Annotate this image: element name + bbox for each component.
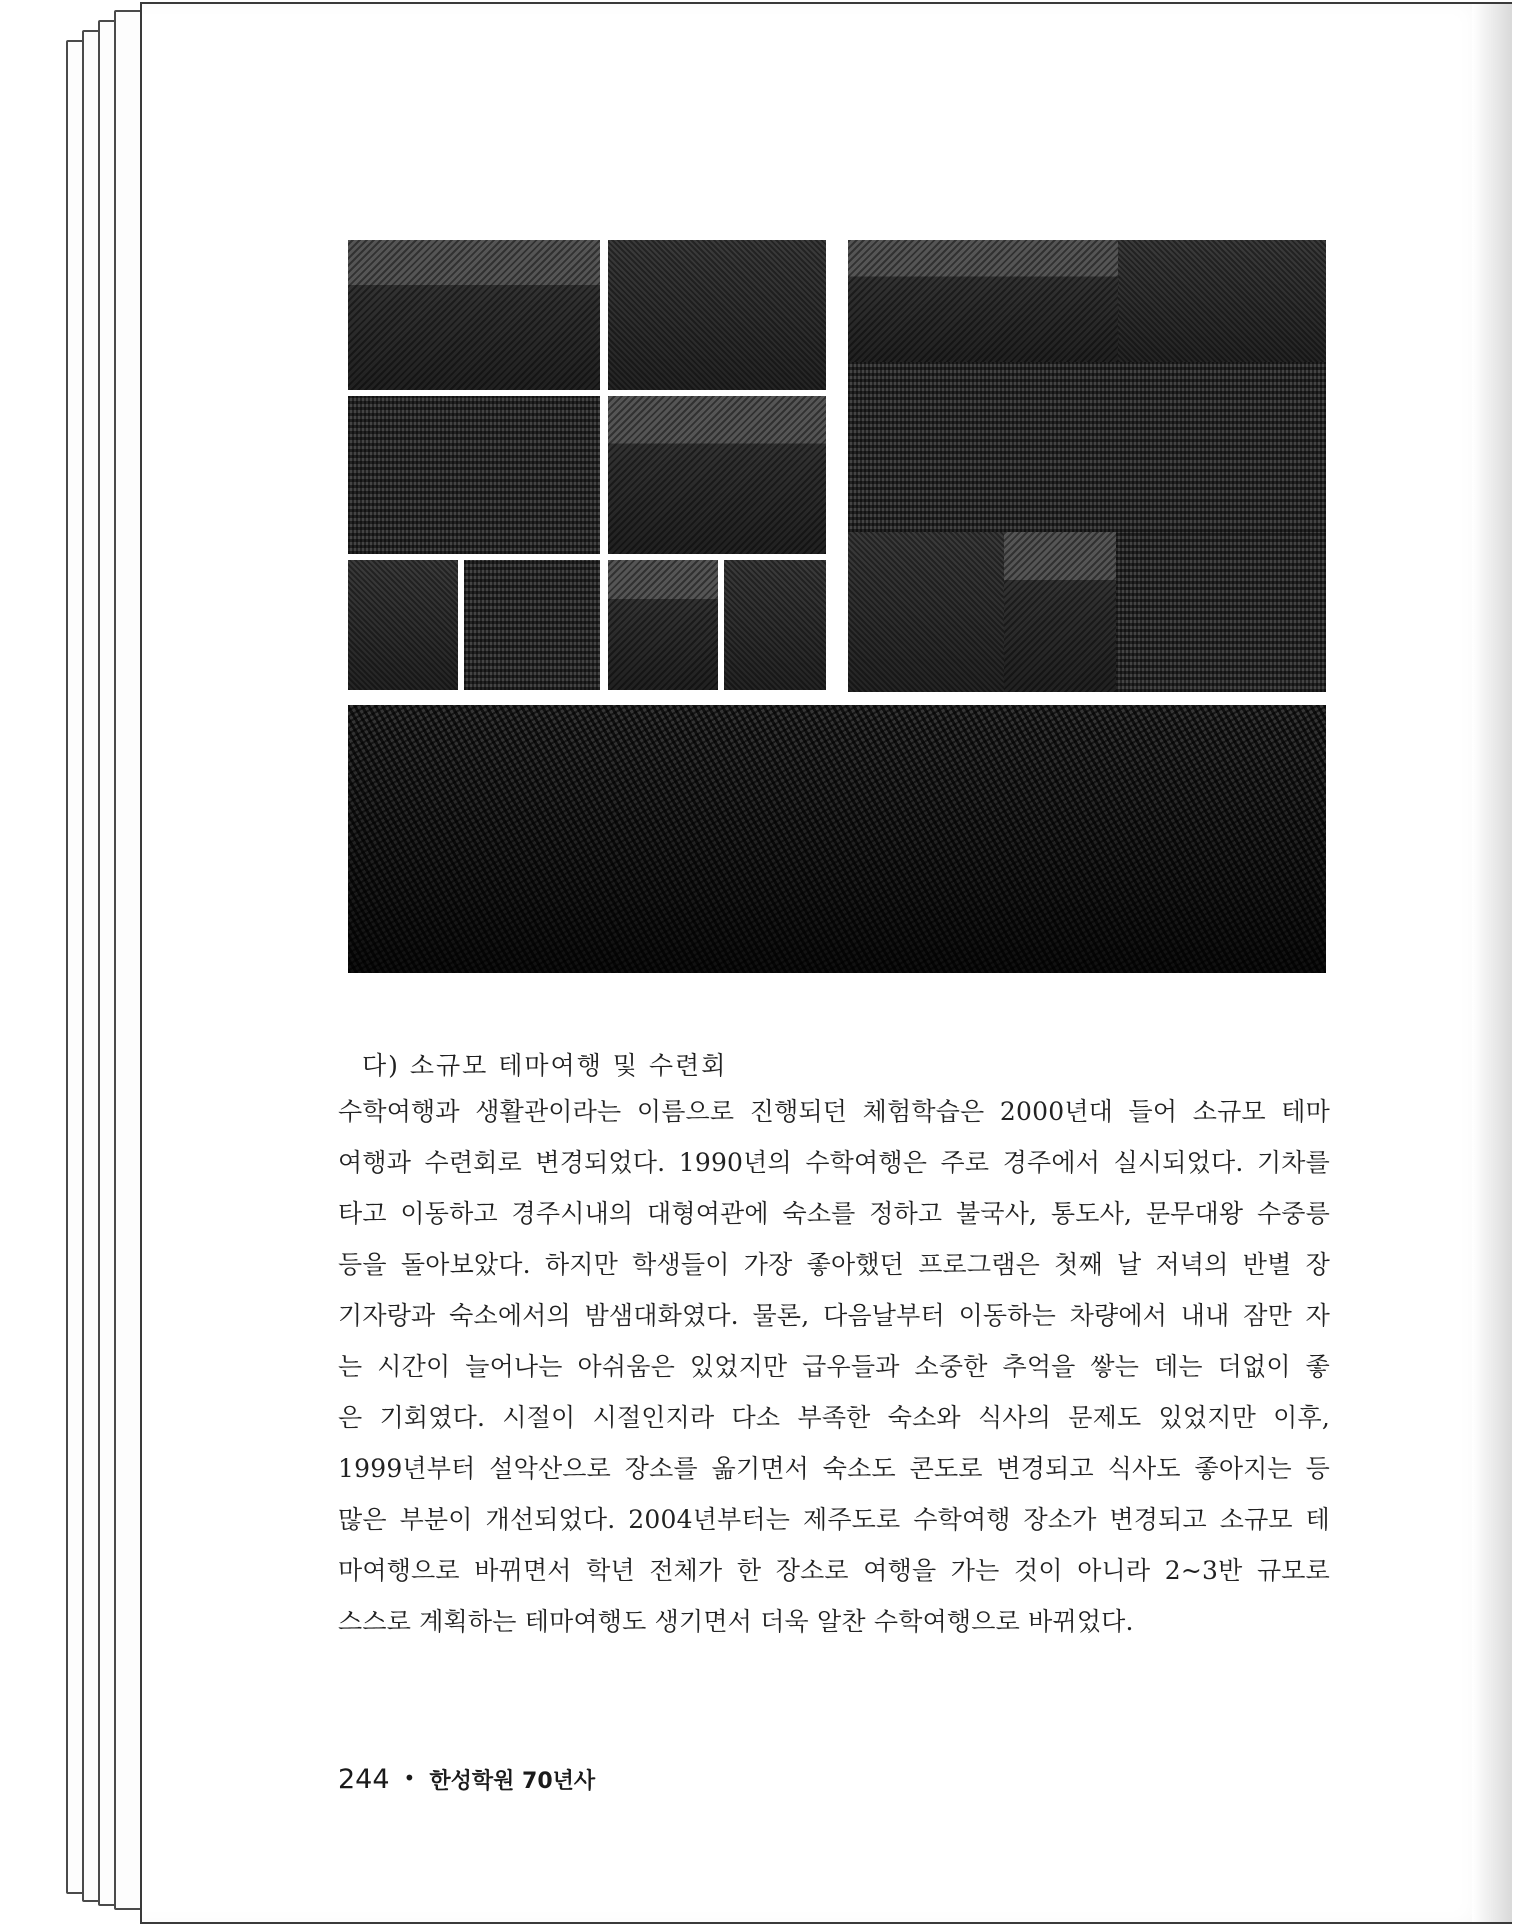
section-heading: 다) 소규모 테마여행 및 수련회 — [362, 1051, 728, 1080]
collage-photo — [348, 240, 600, 390]
collage-photo — [348, 396, 600, 554]
paragraph-line: 등을 돌아보았다. 하지만 학생들이 가장 좋아했던 프로그램은 첫째 날 저녁의 반별 장 — [338, 1250, 1330, 1279]
collage-photo — [724, 560, 826, 690]
collage-photo — [1118, 240, 1326, 362]
collage-photo — [848, 362, 1326, 532]
collage-photo — [464, 560, 600, 690]
paragraph-line: 수학여행과 생활관이라는 이름으로 진행되던 체험학습은 2000년대 들어 소규모 테마 — [338, 1097, 1330, 1126]
paragraph-line: 많은 부분이 개선되었다. 2004년부터는 제주도로 수학여행 장소가 변경되고 소규모 테 — [338, 1505, 1330, 1534]
collage-photo — [608, 240, 826, 390]
collage-photo — [608, 560, 718, 690]
paragraph-line: 마여행으로 바뀌면서 학년 전체가 한 장소로 여행을 가는 것이 아니라 2~3반 규모로 — [338, 1556, 1330, 1585]
body-paragraph — [338, 1086, 1330, 1647]
paragraph-line: 타고 이동하고 경주시내의 대형여관에 숙소를 정하고 불국사, 통도사, 문무대왕 수중릉 — [338, 1199, 1330, 1228]
paragraph-line: 은 기회였다. 시절이 시절인지라 다소 부족한 숙소와 식사의 문제도 있었지만 이후, — [338, 1403, 1330, 1432]
paragraph-line: 1999년부터 설악산으로 장소를 옮기면서 숙소도 콘도로 변경되고 식사도 좋아지는 등 — [338, 1454, 1330, 1483]
page-spine-shadow — [1472, 4, 1512, 1922]
collage-photo — [608, 396, 826, 554]
collage-photo — [1004, 532, 1116, 692]
book-title: 한성학원 70년사 — [429, 1769, 596, 1794]
collage-photo — [848, 532, 1004, 692]
paragraph-line: 기자랑과 숙소에서의 밤샘대화였다. 물론, 다음날부터 이동하는 차량에서 내내 잠만 자 — [338, 1301, 1330, 1330]
paragraph-line: 여행과 수련회로 변경되었다. 1990년의 수학여행은 주로 경주에서 실시되었다. 기차를 — [338, 1148, 1330, 1177]
footer-separator: • — [403, 1766, 416, 1790]
collage-photo — [348, 560, 458, 690]
collage-photo — [848, 240, 1118, 362]
paragraph-line: 스스로 계획하는 테마여행도 생기면서 더욱 알찬 수학여행으로 바뀌었다. — [338, 1607, 1134, 1636]
crowd-photo — [348, 705, 1326, 973]
page-number: 244 — [338, 1764, 390, 1795]
page-footer — [338, 1764, 595, 1795]
paragraph-line: 는 시간이 늘어나는 아쉬움은 있었지만 급우들과 소중한 추억을 쌓는 데는 더없이 좋 — [338, 1352, 1330, 1381]
collage-photo — [1116, 532, 1326, 692]
